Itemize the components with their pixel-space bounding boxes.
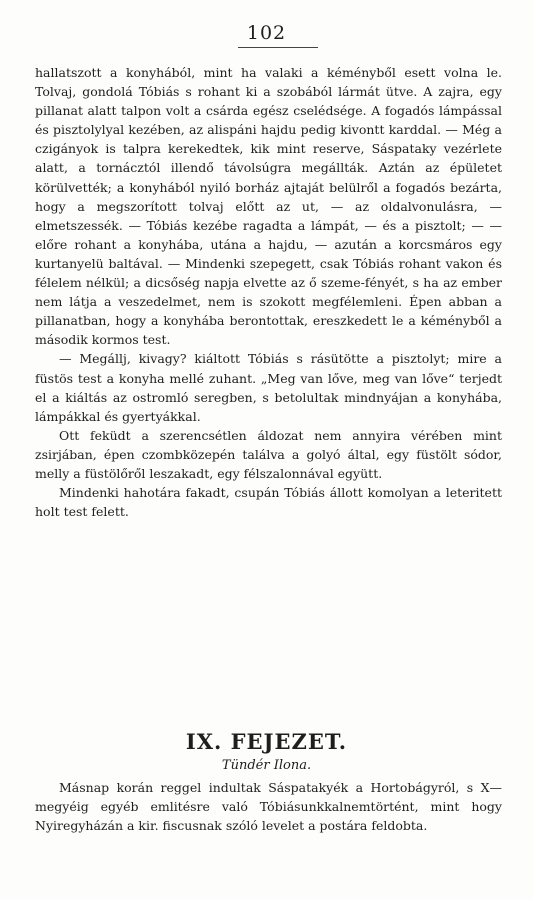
chapter-body-text bbox=[35, 778, 502, 835]
body-text bbox=[35, 63, 502, 521]
paragraph: Másnap korán reggel indultak Sáspatakyék a Hortobágyról, s X—megyéig egyéb emlitésre való Tóbiásunkkalnemtörtént, mint hogy Nyiregyházán a kir. fiscusnak szóló levelet a postára feldobta. bbox=[35, 780, 502, 834]
paragraph: hallatszott a konyhából, mint ha valaki a kéményből esett volna le. Tolvaj, gondolá Tóbiás s rohant ki a szobából lármát ütve. A zajra, egy pillanat alatt talpon volt a csárda egész cselédsége. A fogadós lámpással és pisztolylyal kezében, az alispáni hajdu pedig kivontt karddal. — Még a czigányok is talpra kerekedtek, kik mint reserve, Sáspataky vezérlete alatt, a tornácztól illendő távolsúgra megállták. Aztán az épületet körülvették; a konyhából nyiló borház ajtaját belülről a fogadós bezárta, hogy a megszorított tolvaj előtt az ut, — az oldalvonulásra, — elmetszessék. — Tóbiás kezébe ragadta a lámpát, — és a pisztolt; — — előre rohant a konyhába, utána a hajdu, — azután a korcsmáros egy kurtanyelü baltával. — Mindenki szepegett, csak Tóbiás rohant vakon és félelem nélkül; a dicsőség napja elvette az ő szeme-fényét, s ha az ember nem látja a veszedelmet, nem is szokott megfélemleni. Épen abban a pillanatban, hogy a konyhába berontottak, ereszkedett le a kéményből a második kormos test. bbox=[35, 65, 502, 348]
page-number: 102 bbox=[246, 22, 287, 44]
paragraph: — Megállj, kivagy? kiáltott Tóbiás s rásütötte a pisztolyt; mire a füstös test a konyha mellé zuhant. „Meg van lőve, meg van lőve“ terjedt el a kiáltás az ostromló seregben, s betolultak mindnyájan a konyhába, lámpákkal és gyertyákkal. bbox=[35, 351, 502, 424]
paragraph: Mindenki hahotára fakadt, csupán Tóbiás állott komolyan a leteritett holt test felett. bbox=[35, 485, 502, 520]
page-number-rule bbox=[238, 47, 318, 48]
chapter-title: IX. FEJEZET. bbox=[185, 729, 348, 754]
chapter-subtitle: Tündér Ilona. bbox=[221, 758, 312, 773]
paragraph: Ott feküdt a szerencsétlen áldozat nem annyira vérében mint zsirjában, épen czombközepén találva a golyó által, egy füstölt sódor, melly a füstölőről leszakadt, egy félszalonnával együtt. bbox=[35, 427, 502, 481]
